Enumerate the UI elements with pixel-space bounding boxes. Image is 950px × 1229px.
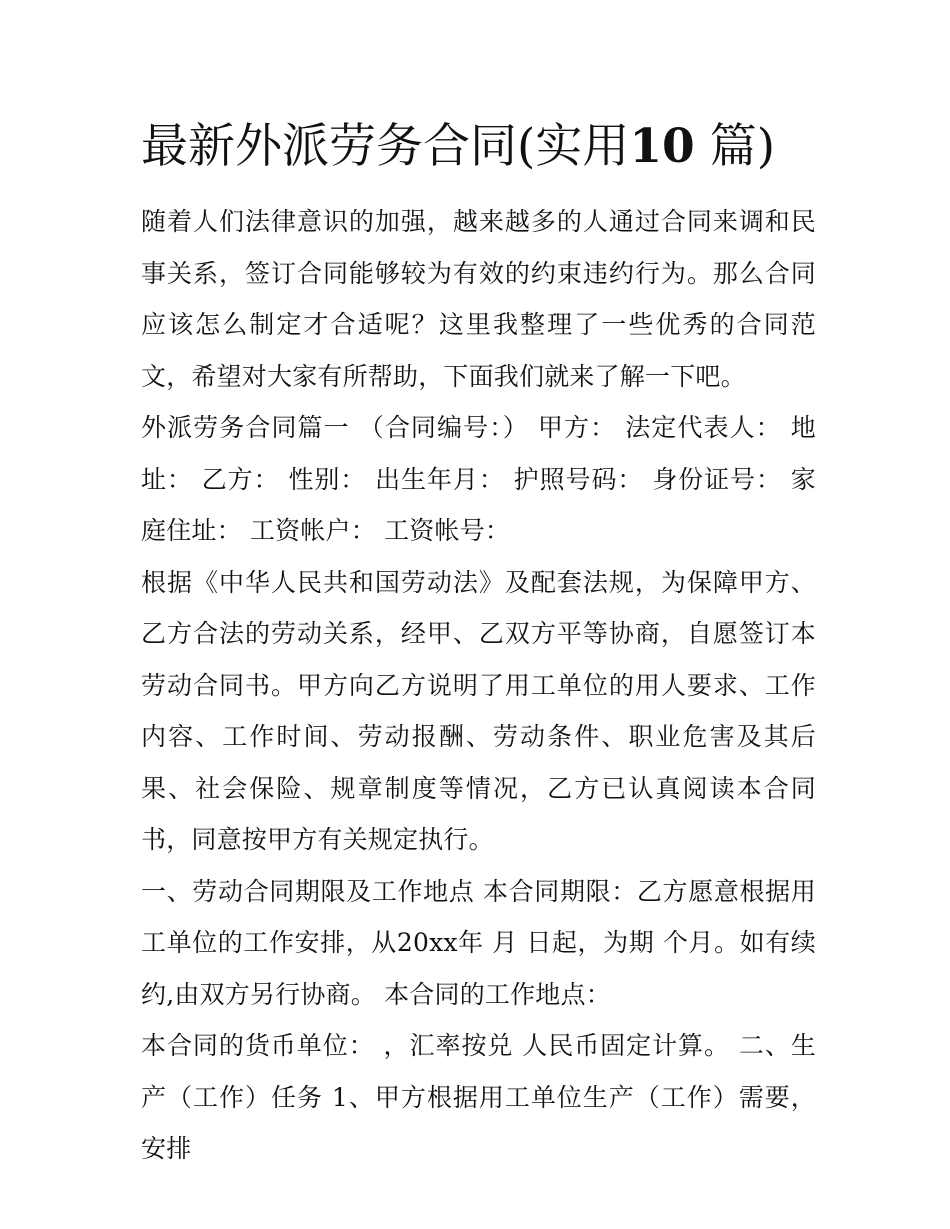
title-prefix: 最新外派劳务合同(实用: [141, 119, 630, 174]
document-page: [141, 108, 816, 1175]
term-paragraph: 一、劳动合同期限及工作地点 本合同期限：乙方愿意根据用工单位的工作安排，从20xx年 月 日起，为期 个月。如有续约,由双方另行协商。 本合同的工作地点：: [141, 876, 816, 1009]
title-suffix: 篇): [709, 119, 776, 174]
parties-paragraph: 外派劳务合同篇一 （合同编号：） 甲方： 法定代表人： 地址： 乙方： 性别： 出生年月： 护照号码： 身份证号： 家庭住址： 工资帐户： 工资帐号：: [141, 413, 816, 545]
title-number: 10: [629, 119, 695, 174]
currency-paragraph: 本合同的货币单位： ，汇率按兑 人民币固定计算。 二、生产（工作）任务 1、甲方根据用工单位生产（工作）需要，安排: [141, 1031, 816, 1163]
intro-paragraph: 随着人们法律意识的加强，越来越多的人通过合同来调和民事关系，签订合同能够较为有效的约束违约行为。那么合同应该怎么制定才合适呢？这里我整理了一些优秀的合同范文，希望对大家有所帮助，下面我们就来了解一下吧。: [141, 207, 816, 391]
basis-paragraph: 根据《中华人民共和国劳动法》及配套法规，为保障甲方、乙方合法的劳动关系，经甲、乙双方平等协商，自愿签订本劳动合同书。甲方向乙方说明了用工单位的用人要求、工作内容、工作时间、劳动报酬、劳动条件、职业危害及其后果、社会保险、规章制度等情况，乙方已认真阅读本合同书，同意按甲方有关规定执行。: [141, 567, 816, 854]
document-title: [141, 108, 816, 186]
